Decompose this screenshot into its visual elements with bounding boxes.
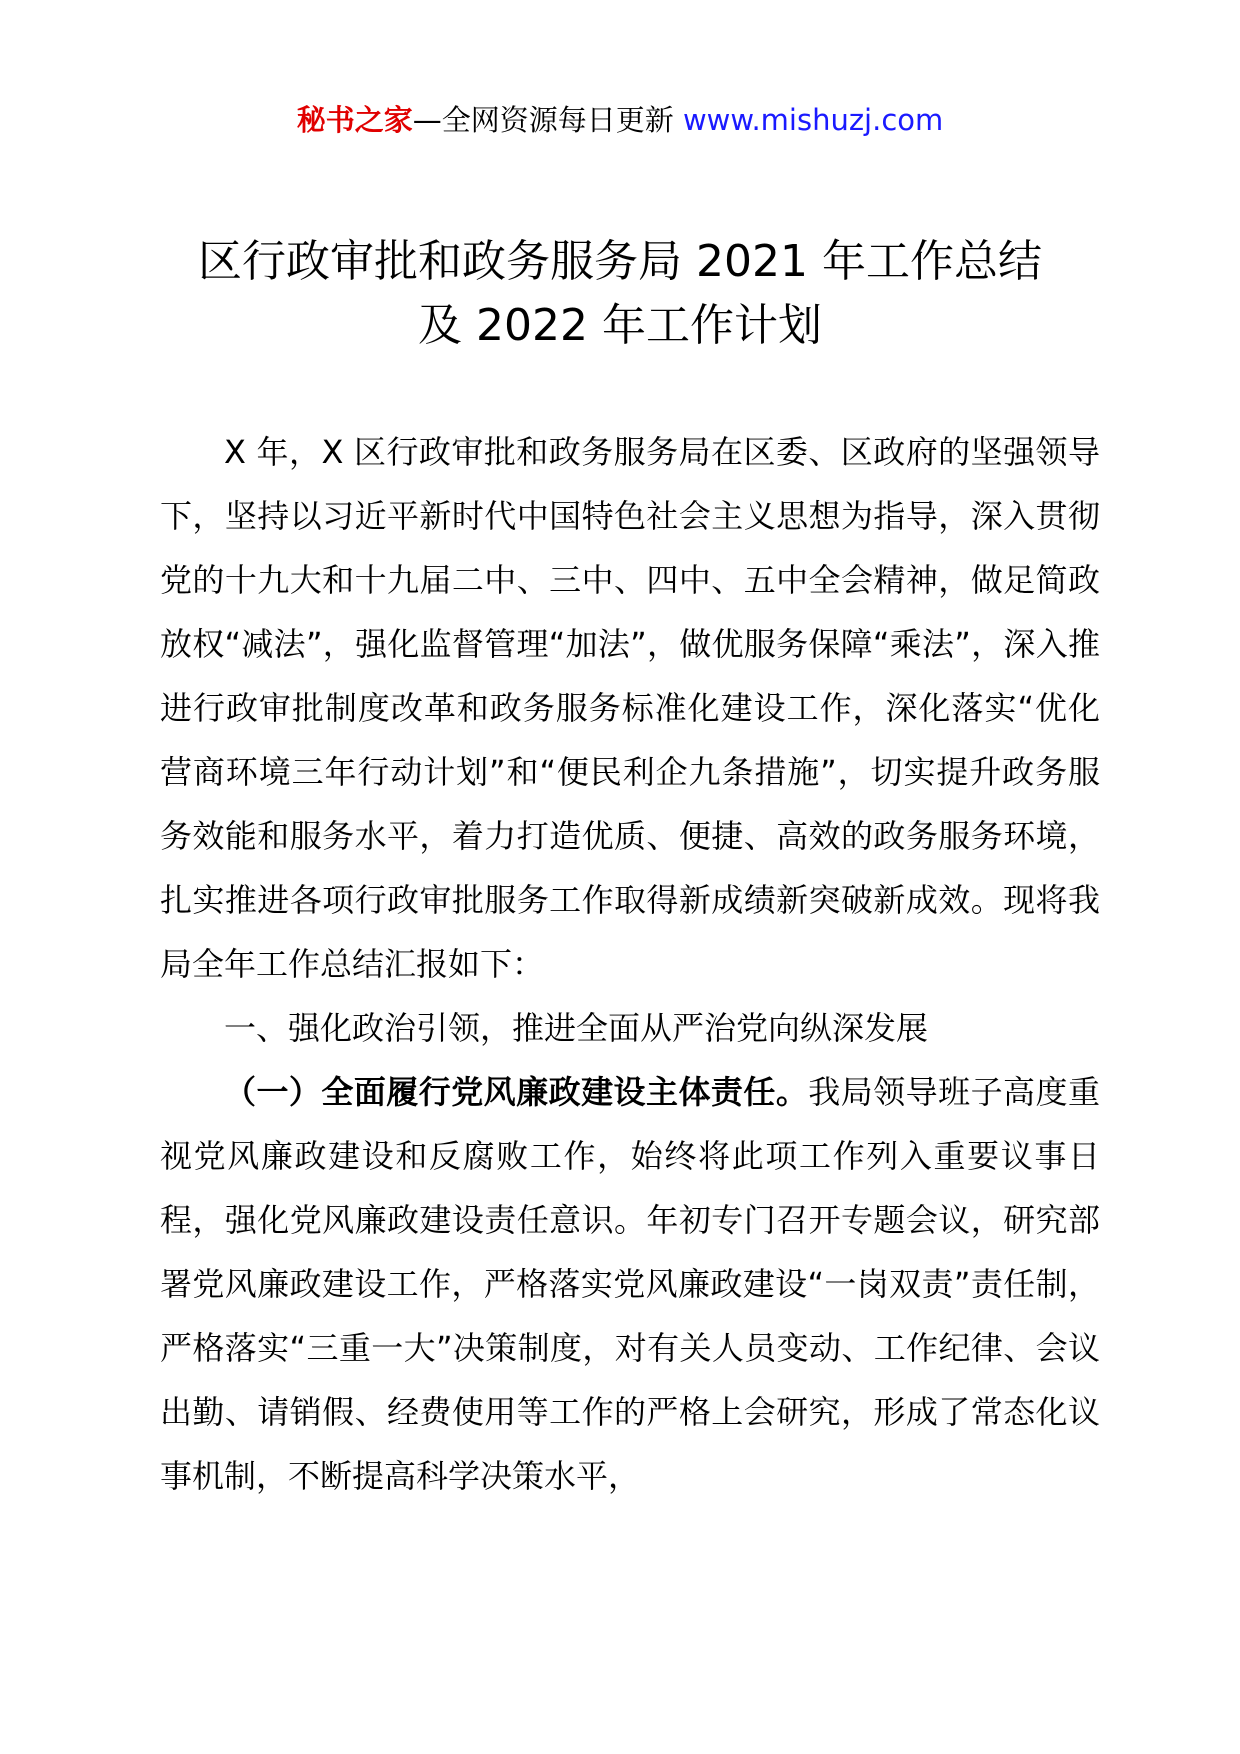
title-line-1: 区行政审批和政务服务局 2021 年工作总结	[198, 236, 1042, 287]
site-tagline: —全网资源每日更新	[412, 103, 683, 137]
section-heading: 一、强化政治引领，推进全面从严治党向纵深发展	[224, 1009, 929, 1047]
site-header	[0, 100, 1240, 140]
document-title	[0, 230, 1240, 358]
subsection-text: 我局领导班子高度重视党风廉政建设和反腐败工作，始终将此项工作列入重要议事日程，强化党风廉政建设责任意识。年初专门召开专题会议，研究部署党风廉政建设工作，严格落实党风廉政建设“一岗双责”责任制，严格落实“三重一大”决策制度，对有关人员变动、工作纪律、会议出勤、请销假、经费使用等工作的严格上会研究，形成了常态化议事机制，不断提高科学决策水平，	[160, 1073, 1100, 1495]
title-line-2: 及 2022 年工作计划	[418, 300, 822, 351]
document-body	[160, 420, 1100, 1508]
subsection-paragraph	[160, 1060, 1100, 1508]
site-url-link[interactable]: www.mishuzj.com	[682, 103, 944, 137]
intro-paragraph: X 年，X 区行政审批和政务服务局在区委、区政府的坚强领导下，坚持以习近平新时代中国特色社会主义思想为指导，深入贯彻党的十九大和十九届二中、三中、四中、五中全会精神，做足简政放权“减法”，强化监督管理“加法”，做优服务保障“乘法”，深入推进行政审批制度改革和政务服务标准化建设工作，深化落实“优化营商环境三年行动计划”和“便民利企九条措施”，切实提升政务服务效能和服务水平，着力打造优质、便捷、高效的政务服务环境，扎实推进各项行政审批服务工作取得新成绩新突破新成效。现将我局全年工作总结汇报如下：	[160, 433, 1100, 983]
subsection-heading: （一）全面履行党风廉政建设主体责任。	[224, 1073, 809, 1111]
site-brand: 秘书之家	[296, 103, 413, 137]
